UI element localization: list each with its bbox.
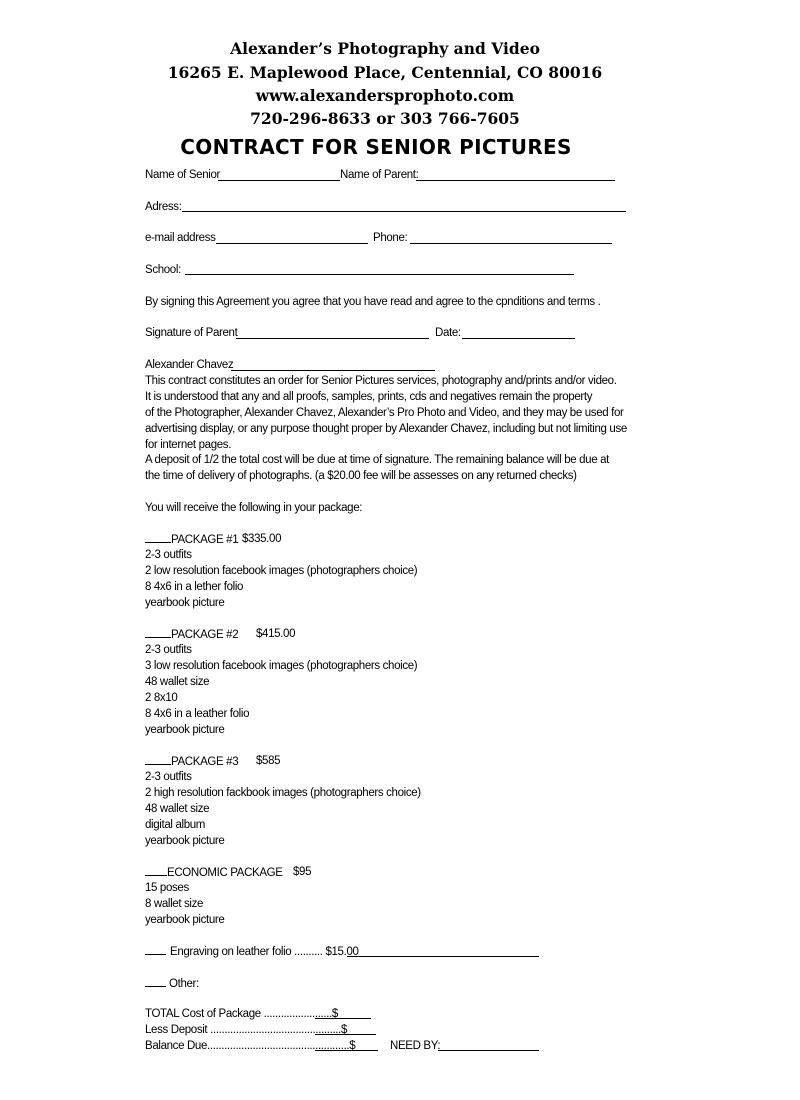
- company-name: Alexander’s Photography and Video: [230, 39, 540, 58]
- company-address: 16265 E. Maplewood Place, Centennial, CO 80016: [167, 63, 603, 82]
- date-label: Date:: [435, 327, 461, 339]
- engraving-checkbox[interactable]: [145, 943, 166, 955]
- terms-line: It is understood that any and all proofs, samples, prints, cds and negatives remain the property: [145, 391, 593, 403]
- package-1-checkbox[interactable]: [145, 531, 171, 543]
- terms-line: advertising display, or any purpose thought proper by Alexander Chavez, including but not limiting use: [145, 423, 627, 435]
- package-3-price: $585: [256, 755, 281, 767]
- company-website: www.alexandersprophoto.com: [255, 86, 515, 105]
- package-2-price: $415.00: [256, 628, 296, 640]
- photographer-signature-field[interactable]: [231, 370, 435, 371]
- economic-package-item: 8 wallet size: [145, 898, 204, 910]
- package-1-item: 8 4x6 in a lether folio: [145, 581, 244, 593]
- other-label: Other:: [169, 978, 199, 990]
- name-of-senior-field[interactable]: [218, 180, 340, 181]
- company-phones: 720-296-8633 or 303 766-7605: [250, 109, 520, 128]
- address-label: Adress:: [145, 201, 182, 213]
- name-of-parent-field[interactable]: [416, 180, 615, 181]
- package-3-item: 2 high resolution fackbook images (photographers choice): [145, 787, 421, 799]
- name-of-parent-label: Name of Parent:: [340, 169, 419, 181]
- package-2-item: yearbook picture: [145, 724, 225, 736]
- need-by-field[interactable]: [438, 1050, 539, 1051]
- need-by-label: NEED BY:: [390, 1040, 441, 1052]
- economic-package-checkbox[interactable]: [145, 864, 167, 876]
- terms-line: the time of delivery of photographs. (a $20.00 fee will be assesses on any returned checks): [145, 470, 577, 482]
- package-1-heading: [145, 531, 238, 548]
- name-of-senior-label: Name of Senior: [145, 169, 220, 181]
- economic-package-price: $95: [293, 866, 312, 878]
- economic-package-heading: [145, 864, 283, 881]
- photographer-label: Alexander Chavez: [145, 359, 234, 371]
- economic-package-item: 15 poses: [145, 882, 189, 894]
- email-label: e-mail address: [145, 232, 216, 244]
- terms-line: of the Photographer, Alexander Chavez, Alexander’s Pro Photo and Video, and they may be used for: [145, 407, 624, 419]
- terms-line: A deposit of 1/2 the total cost will be due at time of signature. The remaining balance will be due at: [145, 454, 610, 466]
- phone-label: Phone:: [373, 232, 408, 244]
- engraving-label: Engraving on leather folio .......... $15.00: [170, 946, 359, 958]
- package-intro: You will receive the following in your package:: [145, 502, 363, 514]
- package-3-item: 48 wallet size: [145, 803, 210, 815]
- agreement-text: By signing this Agreement you agree that you have read and agree to the cpnditions and terms .: [145, 296, 601, 308]
- email-field[interactable]: [216, 243, 368, 244]
- less-deposit-label: Less Deposit ..............................................$: [145, 1024, 348, 1036]
- package-1-item: 2 low resolution facebook images (photographers choice): [145, 565, 418, 577]
- package-2-item: 8 4x6 in a leather folio: [145, 708, 250, 720]
- package-1-item: 2-3 outfits: [145, 549, 192, 561]
- school-label: School:: [145, 264, 181, 276]
- package-2-checkbox[interactable]: [145, 626, 171, 638]
- date-field[interactable]: [462, 338, 575, 339]
- package-1-name: PACKAGE #1: [171, 534, 239, 546]
- address-field[interactable]: [182, 211, 626, 212]
- total-cost-field[interactable]: [315, 1018, 371, 1019]
- school-field[interactable]: [185, 274, 574, 275]
- package-2-item: 2-3 outfits: [145, 644, 192, 656]
- balance-due-field[interactable]: [315, 1050, 378, 1051]
- total-cost-label: TOTAL Cost of Package ........................$: [145, 1008, 338, 1020]
- page-title: CONTRACT FOR SENIOR PICTURES: [180, 135, 572, 159]
- package-2-item: 2 8x10: [145, 692, 178, 704]
- phone-field[interactable]: [410, 243, 612, 244]
- package-1-item: yearbook picture: [145, 597, 225, 609]
- engraving-text-field[interactable]: [347, 956, 539, 957]
- other-checkbox[interactable]: [145, 975, 166, 987]
- engraving-option: [145, 943, 359, 960]
- package-2-name: PACKAGE #2: [171, 629, 239, 641]
- package-2-item: 48 wallet size: [145, 676, 210, 688]
- signature-label: Signature of Parent: [145, 327, 238, 339]
- package-3-item: 2-3 outfits: [145, 771, 192, 783]
- package-1-price: $335.00: [242, 533, 282, 545]
- package-3-item: digital album: [145, 819, 206, 831]
- economic-package-name: ECONOMIC PACKAGE: [167, 867, 283, 879]
- other-option: [145, 975, 199, 992]
- package-3-checkbox[interactable]: [145, 753, 171, 765]
- package-3-name: PACKAGE #3: [171, 756, 239, 768]
- signature-field[interactable]: [236, 338, 429, 339]
- terms-line: This contract constitutes an order for Senior Pictures services, photography and/prints and/or video.: [145, 375, 617, 387]
- less-deposit-field[interactable]: [315, 1034, 376, 1035]
- balance-due-label: Balance Due..................................................$: [145, 1040, 356, 1052]
- terms-line: for internet pages.: [145, 439, 232, 451]
- package-3-heading: [145, 753, 238, 770]
- package-2-item: 3 low resolution facebook images (photographers choice): [145, 660, 418, 672]
- package-2-heading: [145, 626, 238, 643]
- economic-package-item: yearbook picture: [145, 914, 225, 926]
- package-3-item: yearbook picture: [145, 835, 225, 847]
